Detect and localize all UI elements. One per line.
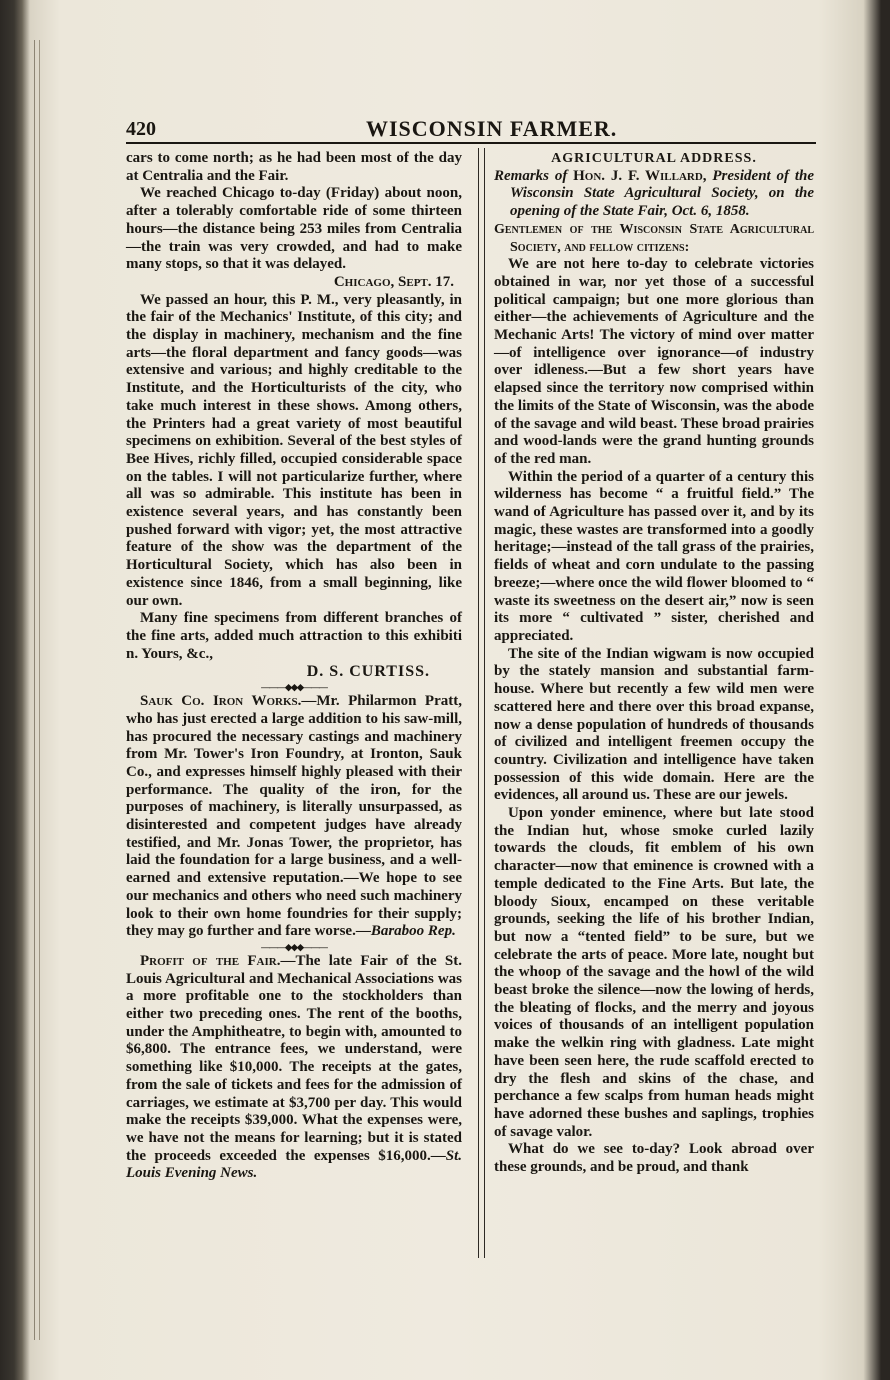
page-number: 420 bbox=[126, 118, 156, 140]
address-subtitle bbox=[494, 168, 814, 221]
paragraph: We passed an hour, this P. M., very pleasantly, in the fair of the Mechanics' Institute, of this city; and the display in machinery, mechanism and the fine arts—the floral department and fancy goods—was extensive and various; and highly creditable to the Institute, and the Horticulturists of the city, who take much interest in these shows. Among others, the Printers had a great variety of most beautiful specimens on exhibition. Several of the best styles of Bee Hives, richly filled, occupied considerable space on the tables. I will not particularize further, where all was so admirable. This institute has been in existence several years, and has constantly been pushed forward with vigor; yet, the most attractive feature of the show was the department of the Horticultural Society, which has also been in existence since 1846, from a small beginning, like our own. bbox=[126, 291, 462, 609]
journal-title: WISCONSIN FARMER. bbox=[366, 116, 618, 141]
article-body: —The late Fair of the St. Louis Agricultural and Mechanical Associations was a more profitable one to the stockholders than either two preceding ones. The rent of the booths, under the Amphitheatre, to begin with, amounted to $6,800. The entrance fees, we understand, were something like $10,000. The receipts at the gates, from the sale of tickets and fees for the admission of carriages, we estimate at $3,700 per day. This would make the receipts $39,000. What the expenses were, we have not the means for learning; but it is stated the proceeds exceeded the expenses $16,000.— bbox=[126, 952, 462, 1164]
signature: D. S. CURTISS. bbox=[306, 663, 430, 681]
dateline: Chicago, Sept. 17. bbox=[333, 273, 454, 290]
paragraph: Within the period of a quarter of a century this wilderness has become “ a fruitful field.” The wand of Agriculture has passed over it, and by its magic, these wastes are transformed into a goodly heritage;—instead of the tall grass of the prairies, fields of wheat and corn undulate to the passing breeze;—where once the wild flower bloomed to “ waste its sweetness on the desert air,” now is seen its more “ cultivated ” sister, cherished and appreciated. bbox=[494, 468, 814, 644]
paragraph: cars to come north; as he had been most of the day at Centralia and the Fair. bbox=[126, 150, 462, 184]
section-divider: ———◆◆◆——— bbox=[261, 682, 327, 693]
remarks-rest: President of the Wisconsin State Agricultural Society, on the opening of the State Fair, Oct. 6, 1858. bbox=[510, 167, 815, 220]
section-divider: ———◆◆◆——— bbox=[261, 941, 327, 952]
paragraph: Many fine specimens from different branches of the fine arts, added much attraction to this exhibiti n. Yours, &c., bbox=[126, 610, 462, 662]
right-column bbox=[494, 150, 814, 1177]
article-heading: Sauk Co. Iron Works. bbox=[140, 693, 302, 710]
address-title: AGRICULTURAL ADDRESS. bbox=[551, 151, 757, 166]
left-column bbox=[126, 150, 462, 1183]
binding-edge bbox=[34, 40, 40, 1340]
paragraph: We are not here to-day to celebrate victories obtained in war, nor yet those of a successful political campaign; but one more glorious than either—the achievements of Agriculture and the Mechanic Arts! The victory of mind over matter—of intelligence over ignorance—of industry over idleness.—But a few short years have elapsed since the territory now comprised within the limits of the State of Wisconsin, was the abode of the savage and wild beast. These broad prairies and wood-lands were the grand hunting grounds of the red man. bbox=[494, 256, 814, 467]
header-rule bbox=[126, 142, 816, 144]
article-profit bbox=[126, 953, 462, 1183]
speaker-name: Hon. J. F. Willard, bbox=[573, 167, 707, 184]
article-body: —Mr. Philarmon Pratt, who has just erected a large addition to his saw-mill, has procured the necessary castings and machinery from Mr. Tower's Iron Foundry, at Ironton, Sauk Co., and expresses himself highly pleased with their performance. The quality of the iron, for the purposes of machinery, is literally unsurpassed, as disinterested and competent judges have already testified, and Mr. Jonas Tower, the proprietor, has laid the foundation for a large business, and a well-earned and extensive reputation.—We hope to see our mechanics and others who need such machinery look to their own home foundries for their supply; they may go further and fare worse.— bbox=[126, 693, 462, 940]
article-heading: Profit of the Fair. bbox=[140, 952, 281, 969]
column-divider bbox=[478, 148, 485, 1258]
paragraph: The site of the Indian wigwam is now occupied by the stately mansion and substantial farm-house. Where but recently a few wild men were scattered here and there over this broad expanse, now a dense population of hundreds of thousands of civilized and intelligent freemen occupy the country. Civilization and intelligence have taken possession of this wide domain. Here are the evidences, all around us. These are our jewels. bbox=[494, 645, 814, 804]
paragraph: We reached Chicago to-day (Friday) about noon, after a tolerably comfortable ride of some thirteen hours—the distance being 253 miles from Centralia—the train was very crowded, and had to make many stops, so that it was delayed. bbox=[126, 185, 462, 273]
article-sauk bbox=[126, 693, 462, 941]
remarks-prefix: Remarks of bbox=[494, 167, 574, 184]
paragraph: Upon yonder eminence, where but late stood the Indian hut, whose smoke curled lazily towards the clouds, fit emblem of his own character—now that eminence is crowned with a temple dedicated to the Fine Arts. But late, the bloody Sioux, encamped on these veritable grounds, seeking the life of his brother Indian, but now a “tented field” to be sure, but we celebrate the arts of peace. More late, nought but the whoop of the savage and the howl of the wild beast broke the silence—now the lowing of herds, the bleating of flocks, and the merry and joyous voices of thousands of an intelligent population make the welkin ring with gladness. Late might have been seen here, the rude scaffold erected to dry the flesh and skins of the chase, and perchance a few scalps from human heads might have adorned these bushes and saplings, trophies of savage valor. bbox=[494, 805, 814, 1140]
page-header bbox=[126, 110, 816, 144]
article-source: Baraboo Rep. bbox=[370, 923, 456, 940]
paragraph: What do we see to-day? Look abroad over these grounds, and be proud, and thank bbox=[494, 1141, 814, 1176]
salutation: Gentlemen of the Wisconsin State Agricultural Society, and fellow citizens: bbox=[494, 221, 814, 255]
article-source: St. Louis Evening News. bbox=[126, 1147, 462, 1182]
